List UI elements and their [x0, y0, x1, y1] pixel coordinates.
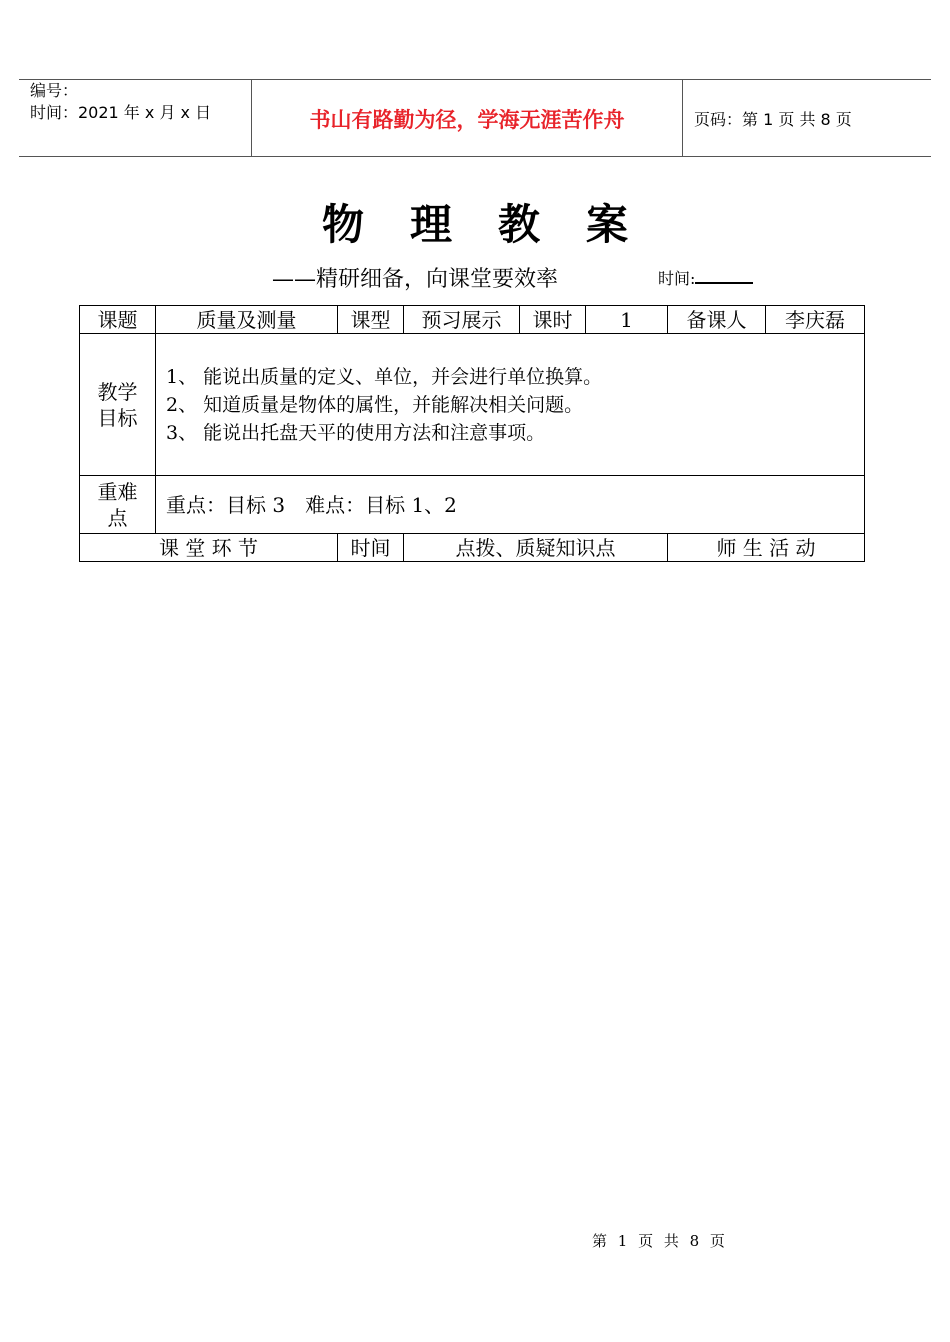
table-cell: 课题: [80, 306, 156, 334]
motto: 书山有路勤为径，学海无涯苦作舟: [309, 108, 625, 132]
table-cell: 1: [586, 306, 668, 334]
section-header: 点拨、质疑知识点: [404, 534, 668, 562]
section-header: 师 生 活 动: [668, 534, 865, 562]
page-info: 页码：第 1 页 共 8 页: [694, 110, 852, 129]
goals-label: 教学目标: [80, 334, 156, 476]
goal-item: 2、 知道质量是物体的属性，并能解决相关问题。: [166, 393, 584, 416]
table-row: [80, 334, 865, 476]
subtitle-time-label: 时间:: [658, 269, 696, 288]
lesson-plan-table: [79, 305, 865, 562]
table-row: [80, 534, 865, 562]
goal-item: 3、 能说出托盘天平的使用方法和注意事项。: [166, 421, 546, 444]
header-meta: [30, 80, 211, 124]
subtitle: ——精研细备，向课堂要效率: [272, 267, 559, 292]
section-header: 课 堂 环 节: [80, 534, 338, 562]
time-label: 时间：2021 年 x 月 x 日: [30, 103, 212, 122]
keys-label: 重难点: [80, 476, 156, 534]
table-cell: 质量及测量: [156, 306, 338, 334]
table-cell: 课型: [338, 306, 404, 334]
header-bottom-rule: [19, 156, 931, 157]
table-cell: 课时: [520, 306, 586, 334]
table-cell: 预习展示: [404, 306, 520, 334]
keys-cell: 重点：目标 3 难点：目标 1、2: [156, 476, 865, 534]
table-row: [80, 476, 865, 534]
footer-page-number: 第 1 页 共 8 页: [592, 1232, 725, 1250]
subtitle-time: [658, 266, 753, 289]
table-row: [80, 306, 865, 334]
number-label: 编号：: [30, 81, 79, 100]
header-divider: [682, 79, 683, 156]
document-title: 物理教案: [321, 200, 674, 249]
time-blank-field: [695, 268, 753, 284]
table-cell: 李庆磊: [766, 306, 865, 334]
goals-cell: [156, 334, 865, 476]
goal-item: 1、 能说出质量的定义、单位，并会进行单位换算。: [166, 365, 603, 388]
section-header: 时间: [338, 534, 404, 562]
table-cell: 备课人: [668, 306, 766, 334]
